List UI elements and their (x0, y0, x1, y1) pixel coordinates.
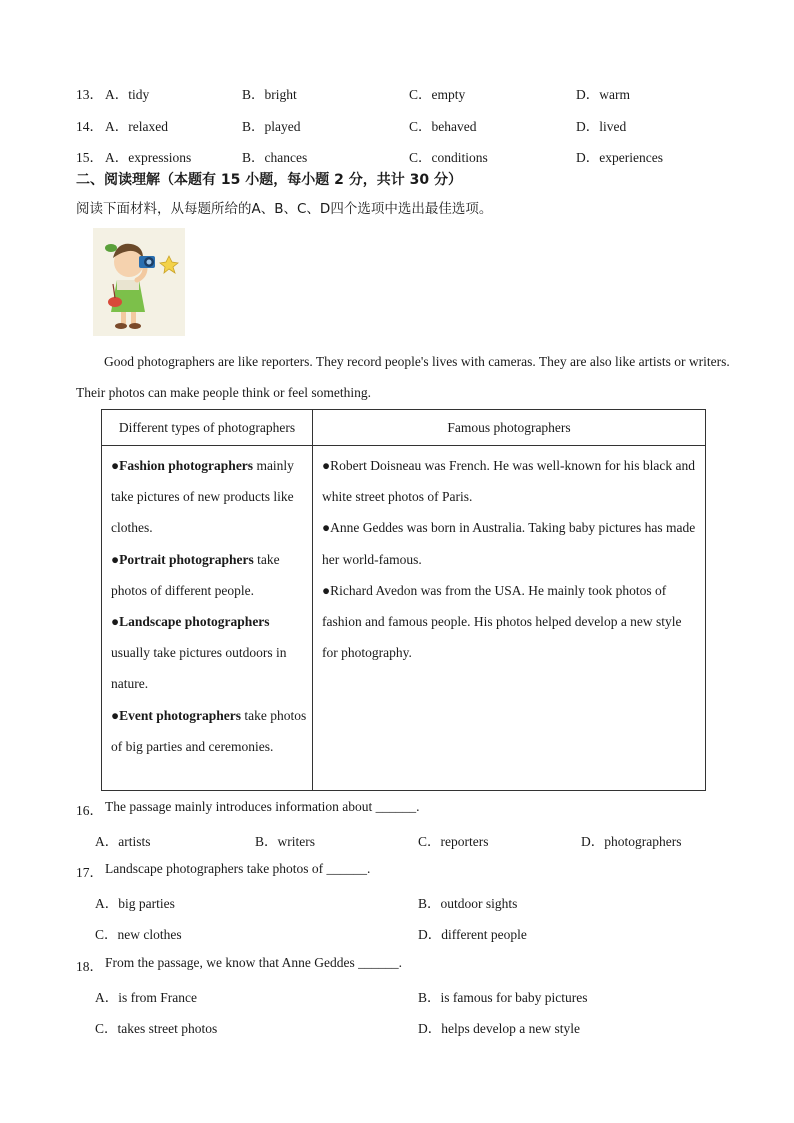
question-stem: Landscape photographers take photos of ______. (105, 861, 371, 876)
option-a: A．tidy (105, 87, 150, 102)
option-a[interactable]: A．is from France (95, 990, 197, 1005)
option-c[interactable]: C．new clothes (95, 927, 182, 942)
photographers-table (101, 409, 706, 791)
section-heading: 二、阅读理解（本题有 15 小题，每小题 2 分，共计 30 分） (76, 172, 462, 188)
type-event: ●Event photographers take photos of big parties and ceremonies. (111, 707, 307, 754)
option-c: C．conditions (409, 150, 488, 165)
option-b[interactable]: B．outdoor sights (418, 896, 518, 911)
option-b: B．played (242, 119, 301, 134)
type-fashion: ●Fashion photographers mainly take pictures of new products like clothes. (111, 458, 294, 536)
types-cell (102, 446, 313, 791)
question-number: 15． (76, 150, 103, 165)
option-d[interactable]: D．different people (418, 927, 527, 942)
section-instruction: 阅读下面材料，从每题所给的A、B、C、D四个选项中选出最佳选项。 (76, 201, 493, 217)
famous-avedon: ●Richard Avedon was from the USA. He mainly took photos of fashion and famous people. His photos helped develop a new style for photography. (322, 582, 682, 661)
famous-cell (313, 446, 706, 791)
passage-text: Good photographers are like reporters. They record people's lives with cameras. They are also like artists or writers. Their photos can make people think or feel something. (76, 354, 730, 400)
option-c[interactable]: C．takes street photos (95, 1021, 218, 1036)
question-stem: From the passage, we know that Anne Geddes ______. (105, 955, 402, 970)
famous-geddes: ●Anne Geddes was born in Australia. Taking baby pictures has made her world-famous. (322, 520, 696, 567)
option-d: D．warm (576, 87, 630, 102)
question-number: 17． (76, 865, 103, 880)
question-number: 14． (76, 119, 103, 134)
girl-with-camera-icon (93, 228, 185, 336)
option-c[interactable]: C．reporters (418, 834, 489, 849)
table-header-row (102, 410, 706, 446)
option-b[interactable]: B．is famous for baby pictures (418, 990, 588, 1005)
table-row (102, 446, 706, 791)
famous-doisneau: ●Robert Doisneau was French. He was well-known for his black and white street photos of Paris. (322, 458, 695, 505)
question-number: 13． (76, 87, 103, 102)
question-number: 18． (76, 959, 103, 974)
option-b: B．bright (242, 87, 297, 102)
option-b: B．chances (242, 150, 308, 165)
table-header-famous: Famous photographers (313, 410, 706, 446)
option-a[interactable]: A．artists (95, 834, 151, 849)
option-a: A．relaxed (105, 119, 168, 134)
option-b[interactable]: B．writers (255, 834, 315, 849)
option-d: D．lived (576, 119, 627, 134)
question-stem: The passage mainly introduces information about ______. (105, 799, 420, 814)
table-header-types: Different types of photographers (102, 410, 313, 446)
option-a[interactable]: A．big parties (95, 896, 175, 911)
option-a: A．expressions (105, 150, 192, 165)
option-c: C．behaved (409, 119, 477, 134)
type-landscape: ●Landscape photographers usually take pictures outdoors in nature. (111, 614, 287, 692)
type-portrait: ●Portrait photographers take photos of different people. (111, 551, 280, 598)
option-d[interactable]: D．photographers (581, 834, 682, 849)
question-number: 16． (76, 803, 103, 818)
option-d[interactable]: D．helps develop a new style (418, 1021, 580, 1036)
option-d: D．experiences (576, 150, 663, 165)
option-c: C．empty (409, 87, 466, 102)
